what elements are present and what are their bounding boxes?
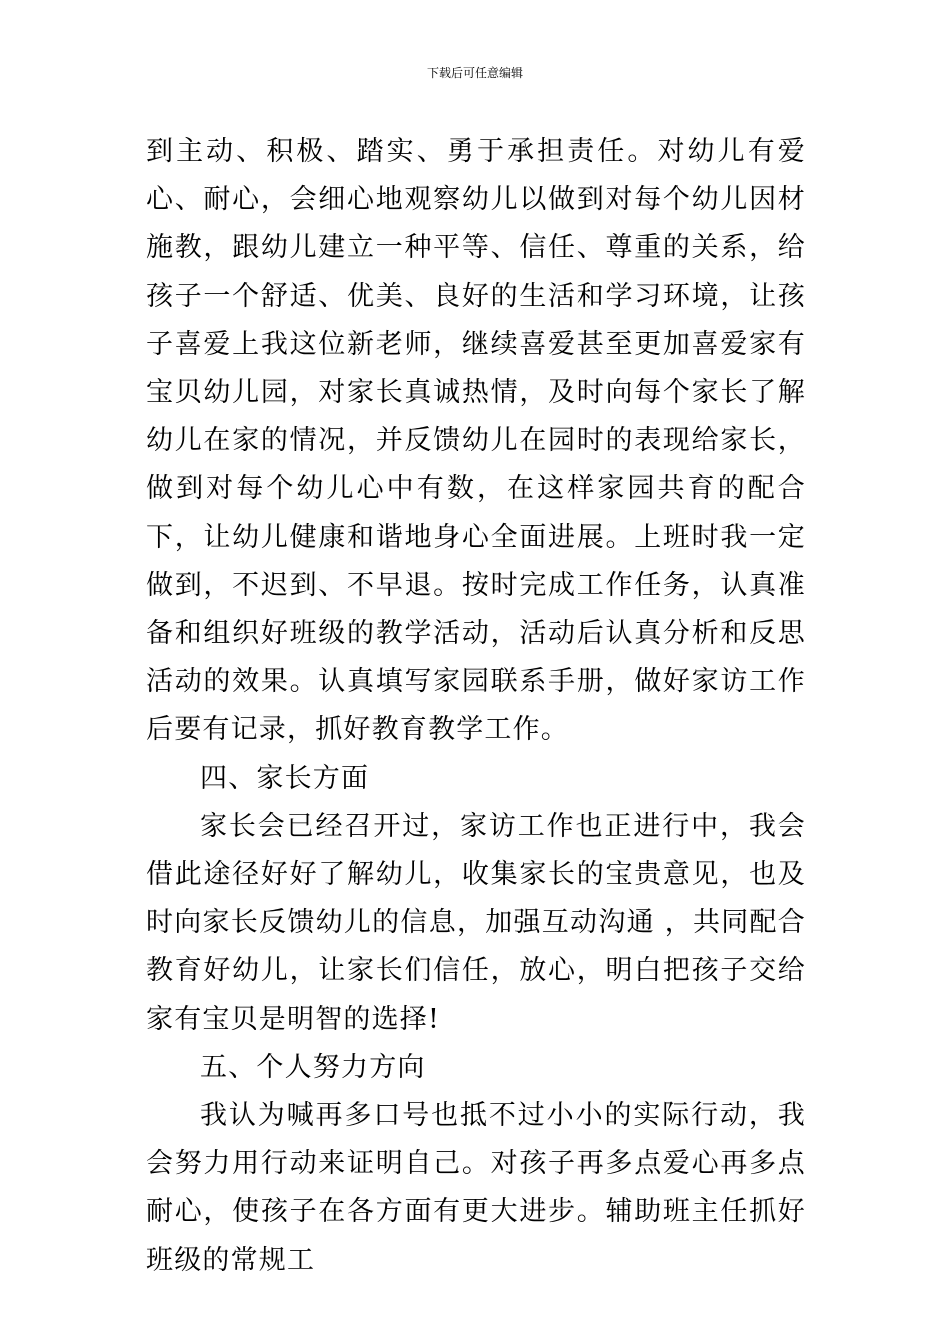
section-heading-personal-effort: 五、个人努力方向 bbox=[200, 1051, 426, 1083]
paragraph-parents: 家长会已经召开过，家访工作也正进行中，我会借此途径好好了解幼儿，收集家长的宝贵意见，也及时向家长反馈幼儿的信息，加强互动沟通 ，共同配合教育好幼儿，让家长们信任，放心，明白把孩子交给家有宝贝是明智的选择! bbox=[146, 810, 806, 1035]
paragraph-personal-effort: 我认为喊再多口号也抵不过小小的实际行动，我会努力用行动来证明自己。对孩子再多点爱心再多点耐心，使孩子在各方面有更大进步。辅助班主任抓好班级的常规工 bbox=[146, 1100, 806, 1276]
paragraph-continuation: 到主动、积极、踏实、勇于承担责任。对幼儿有爱心、耐心，会细心地观察幼儿以做到对每个幼儿因材施教，跟幼儿建立一种平等、信任、尊重的关系，给孩子一个舒适、优美、良好的生活和学习环境，让孩子喜爱上我这位新老师，继续喜爱甚至更加喜爱家有宝贝幼儿园，对家长真诚热情，及时向每个家长了解幼儿在家的情况，并反馈幼儿在园时的表现给家长，做到对每个幼儿心中有数，在这样家园共育的配合下，让幼儿健康和谐地身心全面进展。上班时我一定做到，不迟到、不早退。按时完成工作任务，认真准备和组织好班级的教学活动，活动后认真分析和反思活动的效果。认真填写家园联系手册，做好家访工作后要有记录，抓好教育教学工作。 bbox=[146, 136, 806, 746]
document-body bbox=[146, 128, 806, 1285]
page-header: 下载后可任意编辑 bbox=[426, 66, 523, 80]
section-heading-parents: 四、家长方面 bbox=[200, 762, 370, 794]
